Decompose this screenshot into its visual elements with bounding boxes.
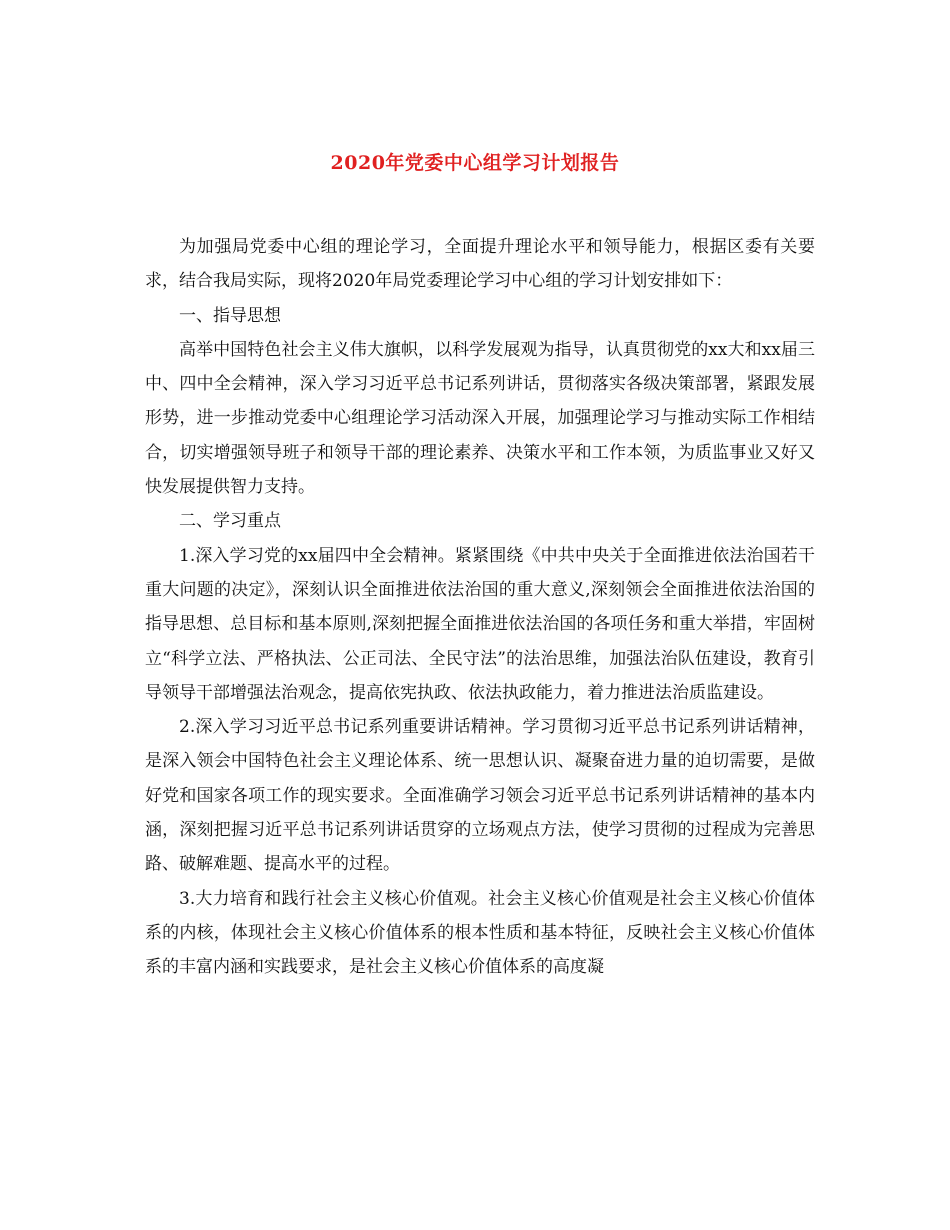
document-title: 2020年党委中心组学习计划报告 xyxy=(330,152,620,174)
section-heading-study-focus: 二、学习重点 xyxy=(179,511,281,532)
study-focus-item-3: 3.大力培育和践行社会主义核心价值观。社会主义核心价值观是社会主义核心价值体系的内核，体现社会主义核心价值体系的根本性质和基本特征，反映社会主义核心价值体系的丰富内涵和实践要求，是社会主义核心价值体系的高度凝 xyxy=(145,888,815,978)
section-heading-guiding-thought: 一、指导思想 xyxy=(179,305,281,326)
intro-paragraph: 为加强局党委中心组的理论学习，全面提升理论水平和领导能力，根据区委有关要求，结合我局实际，现将2020年局党委理论学习中心组的学习计划安排如下： xyxy=(145,237,815,292)
document-body xyxy=(145,230,815,985)
study-focus-item-1: 1.深入学习党的xx届四中全会精神。紧紧围绕《中共中央关于全面推进依法治国若干重大问题的决定》，深刻认识全面推进依法治国的重大意义,深刻领会全面推进依法治国的指导思想、总目标和基本原则,深刻把握全面推进依法治国的各项任务和重大举措，牢固树立“科学立法、严格执法、公正司法、全民守法”的法治思维，加强法治队伍建设，教育引导领导干部增强法治观念，提高依宪执政、依法执政能力，着力推进法治质监建设。 xyxy=(145,545,815,703)
guiding-thought-paragraph: 高举中国特色社会主义伟大旗帜，以科学发展观为指导，认真贯彻党的xx大和xx届三中、四中全会精神，深入学习习近平总书记系列讲话，贯彻落实各级决策部署，紧跟发展形势，进一步推动党委中心组理论学习活动深入开展，加强理论学习与推动实际工作相结合，切实增强领导班子和领导干部的理论素养、决策水平和工作本领，为质监事业又好又快发展提供智力支持。 xyxy=(145,339,815,498)
study-focus-item-2: 2.深入学习习近平总书记系列重要讲话精神。学习贯彻习近平总书记系列讲话精神，是深入领会中国特色社会主义理论体系、统一思想认识、凝聚奋进力量的迫切需要，是做好党和国家各项工作的现实要求。全面准确学习领会习近平总书记系列讲话精神的基本内涵，深刻把握习近平总书记系列讲话贯穿的立场观点方法，使学习贯彻的过程成为完善思路、破解难题、提高水平的过程。 xyxy=(145,717,815,875)
